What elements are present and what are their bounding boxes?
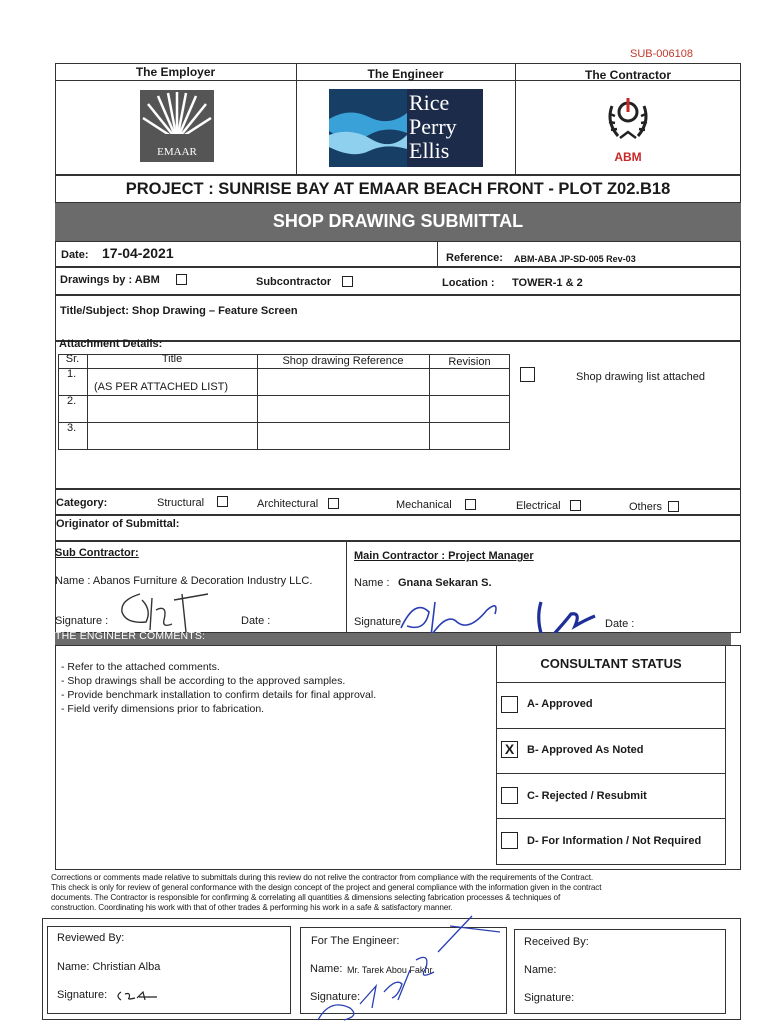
abm-logo-text: ABM <box>614 150 642 164</box>
attachment-heading: Attachment Details: <box>59 338 163 350</box>
contractor-label: The Contractor <box>584 68 671 82</box>
engineer-comments-heading: THE ENGINEER COMMENTS: <box>55 630 206 642</box>
rice-perry-ellis-logo <box>329 89 483 167</box>
main-contractor-name-label: Name : <box>354 577 390 589</box>
sub-contractor-signature-label: Signature : <box>55 615 109 627</box>
reviewed-by-heading: Reviewed By: <box>57 932 125 944</box>
category-mechanical-label: Mechanical <box>396 499 452 511</box>
reviewed-by-signature <box>113 988 163 1004</box>
project-title: PROJECT : SUNRISE BAY AT EMAAR BEACH FRONT - PLOT Z02.B18 <box>125 180 671 198</box>
category-label: Category: <box>56 497 108 509</box>
rpe-line-2: Perry <box>409 114 457 139</box>
col-title: Title <box>161 353 183 365</box>
col-reference: Shop drawing Reference <box>282 355 404 367</box>
drawings-by-abm-checkbox[interactable] <box>176 274 187 285</box>
sub-contractor-heading: Sub Contractor: <box>55 547 139 559</box>
comment-item: - Field verify dimensions prior to fabrication. <box>61 703 265 715</box>
col-revision: Revision <box>448 356 491 368</box>
sunburst-icon <box>140 90 214 146</box>
status-for-information-checkbox[interactable] <box>501 832 518 849</box>
sub-contractor-name: Name : Abanos Furniture & Decoration Industry LLC. <box>55 575 313 587</box>
consultant-status-heading: CONSULTANT STATUS <box>540 656 682 671</box>
abm-logo <box>600 92 656 166</box>
for-engineer-signature-label: Signature: <box>310 991 361 1003</box>
drawings-by-label: Drawings by : ABM <box>60 274 160 286</box>
reviewed-by-signature-label: Signature: <box>57 989 108 1001</box>
subcontractor-checkbox[interactable] <box>342 276 353 287</box>
status-approved-as-noted-label: B- Approved As Noted <box>527 744 644 756</box>
emaar-logo-text: EMAAR <box>157 146 197 158</box>
col-sr: Sr. <box>65 353 80 365</box>
subcontractor-label: Subcontractor <box>256 276 332 288</box>
engineer-label: The Engineer <box>367 67 444 81</box>
category-electrical-checkbox[interactable] <box>570 500 581 511</box>
status-approved-label: A- Approved <box>527 698 593 710</box>
for-engineer-name-value: Mr. Tarek Abou Fakhr <box>347 965 433 975</box>
status-approved-as-noted-checkbox[interactable]: X <box>501 741 518 758</box>
main-contractor-date-label: Date : <box>605 618 635 630</box>
location-value: TOWER-1 & 2 <box>512 277 583 289</box>
title-subject-row <box>55 295 741 341</box>
received-by-name: Name: <box>524 964 557 976</box>
for-engineer-signature <box>300 912 500 1022</box>
status-approved-checkbox[interactable] <box>501 696 518 713</box>
date-label: Date: <box>61 249 89 261</box>
row-1-sr: 1. <box>67 368 77 380</box>
status-for-information-label: D- For Information / Not Required <box>527 835 702 847</box>
comment-item: - Refer to the attached comments. <box>61 661 220 673</box>
laurel-emblem-icon <box>600 92 656 148</box>
location-label: Location : <box>442 277 495 289</box>
rpe-line-3: Ellis <box>409 138 450 163</box>
category-structural-label: Structural <box>157 497 205 509</box>
reviewed-by-name: Name: Christian Alba <box>57 961 161 973</box>
document-code: SUB-006108 <box>630 48 693 60</box>
comment-item: - Provide benchmark installation to confirm details for final approval. <box>61 689 377 701</box>
for-engineer-name-label: Name: <box>310 963 343 975</box>
employer-label: The Employer <box>135 65 216 79</box>
reference-value: ABM-ABA JP-SD-005 Rev-03 <box>514 254 636 264</box>
status-rejected-label: C- Rejected / Resubmit <box>527 790 647 802</box>
emaar-logo <box>140 90 214 162</box>
row-1-title: (AS PER ATTACHED LIST) <box>94 381 229 393</box>
main-contractor-heading: Main Contractor : Project Manager <box>354 550 534 562</box>
title-subject: Title/Subject: Shop Drawing – Feature Screen <box>60 305 298 317</box>
received-by-heading: Received By: <box>524 936 589 948</box>
form-title: SHOP DRAWING SUBMITTAL <box>272 211 524 231</box>
sub-contractor-date-label: Date : <box>241 615 271 627</box>
reference-label: Reference: <box>446 252 503 264</box>
category-others-checkbox[interactable] <box>668 501 679 512</box>
originator-label: Originator of Submittal: <box>56 518 180 530</box>
main-contractor-name-value: Gnana Sekaran S. <box>398 577 492 589</box>
disclaimer-line: This check is only for review of general conformance with the design concept of the project and general compliance with the information given in the contract <box>51 883 602 892</box>
disclaimer-line: construction. Coordinating his work with that of other trades & performing his work in a safe & satisfactory manner. <box>51 903 453 912</box>
waves-icon <box>329 89 407 167</box>
rpe-line-1: Rice <box>409 90 450 115</box>
category-others-label: Others <box>629 501 663 513</box>
engineer-comments-list <box>61 660 376 716</box>
category-architectural-checkbox[interactable] <box>328 498 339 509</box>
disclaimer <box>51 873 741 913</box>
disclaimer-line: documents. The Contractor is responsible for confirming & correlating all quantities & dimensions selecting fabrication processes & techniques of <box>51 893 561 902</box>
date-value: 17-04-2021 <box>102 245 174 261</box>
shop-drawing-list-label: Shop drawing list attached <box>576 371 706 383</box>
for-engineer-heading: For The Engineer: <box>311 935 400 947</box>
category-structural-checkbox[interactable] <box>217 496 228 507</box>
comment-item: - Shop drawings shall be according to the approved samples. <box>61 675 346 687</box>
category-architectural-label: Architectural <box>257 498 319 510</box>
received-by-signature-label: Signature: <box>524 992 575 1004</box>
disclaimer-line: Corrections or comments made relative to submittals during this review do not relive the contractor from compliance with the requirements of the Contract. <box>51 873 594 882</box>
category-electrical-label: Electrical <box>516 500 561 512</box>
main-contractor-signature-label: Signature <box>354 616 402 628</box>
shop-drawing-list-checkbox[interactable] <box>520 367 535 382</box>
row-3-sr: 3. <box>67 422 77 434</box>
row-2-sr: 2. <box>67 395 77 407</box>
category-mechanical-checkbox[interactable] <box>465 499 476 510</box>
status-rejected-checkbox[interactable] <box>501 787 518 804</box>
